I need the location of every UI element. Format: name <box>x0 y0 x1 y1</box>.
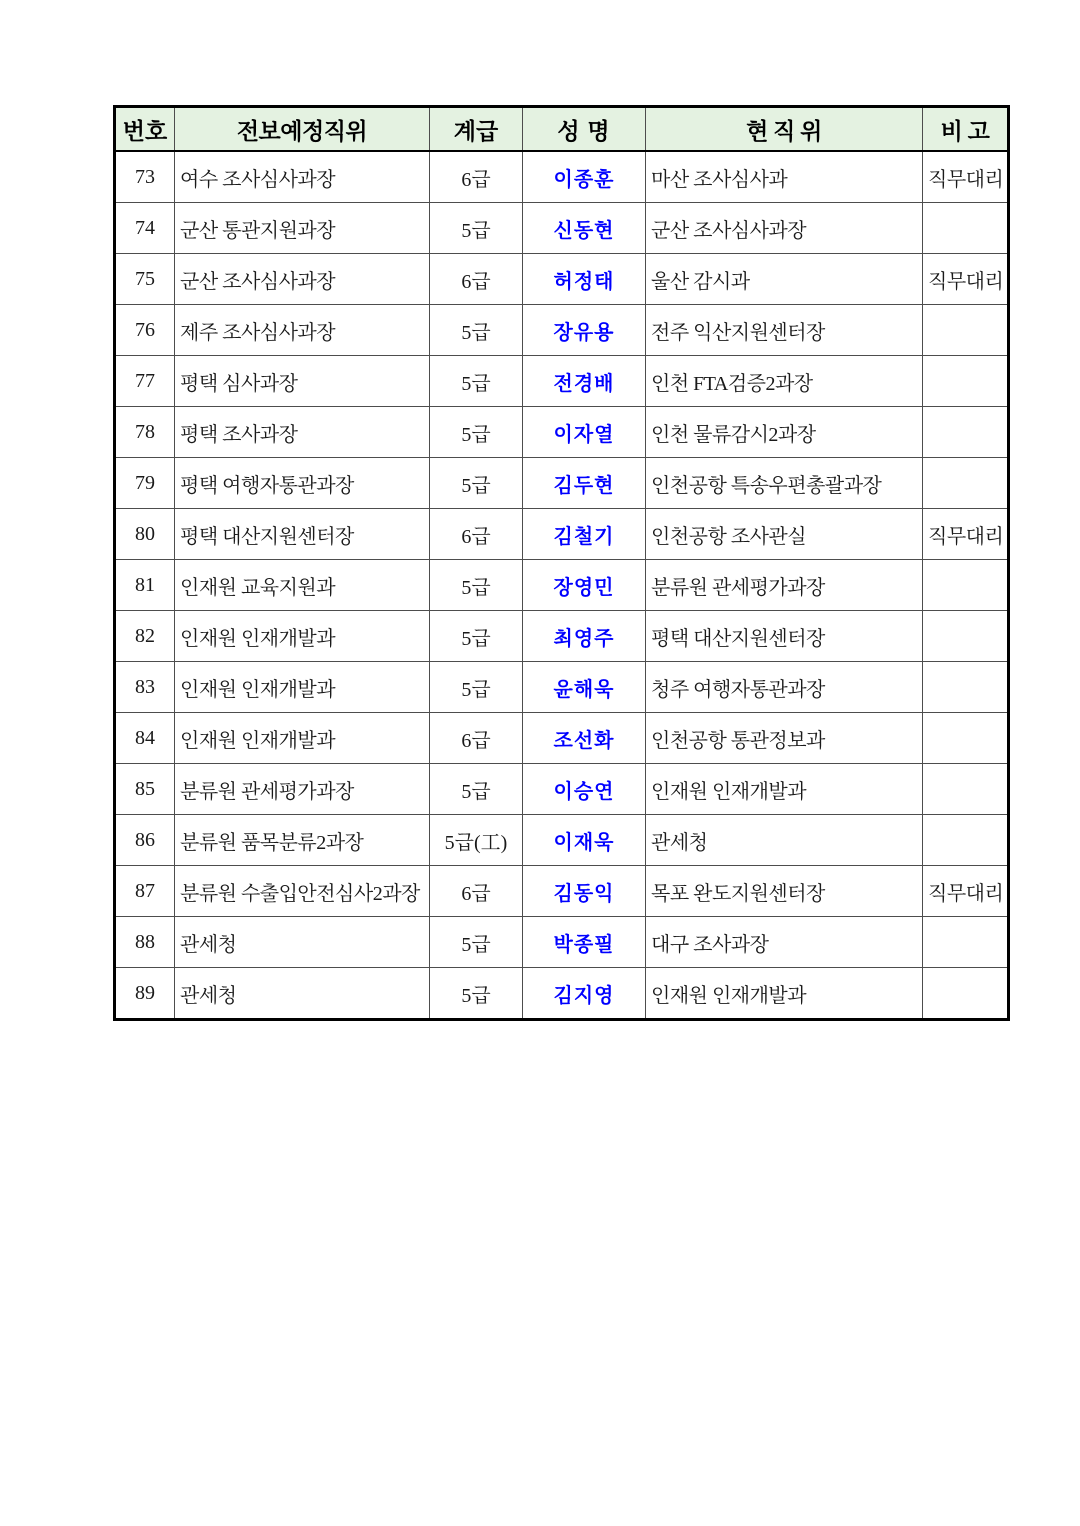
personnel-transfer-table <box>113 105 1010 1021</box>
row-number-cell: 76 <box>115 305 175 356</box>
current-position-cell: 인천공항 통관정보과 <box>646 713 923 764</box>
name-cell: 장영민 <box>523 560 646 611</box>
planned-position-cell: 인재원 교육지원과 <box>175 560 430 611</box>
rank-cell: 5급 <box>430 611 523 662</box>
name-cell: 장유용 <box>523 305 646 356</box>
name-cell: 이재욱 <box>523 815 646 866</box>
table-row <box>115 815 1009 866</box>
table-row <box>115 560 1009 611</box>
table-body <box>115 151 1009 1020</box>
table-row <box>115 764 1009 815</box>
rank-cell: 5급 <box>430 305 523 356</box>
planned-position-cell: 인재원 인재개발과 <box>175 713 430 764</box>
remark-cell: 직무대리 <box>923 509 1009 560</box>
remark-cell <box>923 968 1009 1020</box>
remark-cell <box>923 764 1009 815</box>
current-position-cell: 전주 익산지원센터장 <box>646 305 923 356</box>
current-position-cell: 인천공항 조사관실 <box>646 509 923 560</box>
rank-cell: 6급 <box>430 254 523 305</box>
table-row <box>115 203 1009 254</box>
remark-cell: 직무대리 <box>923 151 1009 203</box>
remark-cell <box>923 407 1009 458</box>
planned-position-cell: 인재원 인재개발과 <box>175 611 430 662</box>
planned-position-cell: 분류원 수출입안전심사2과장 <box>175 866 430 917</box>
table-row <box>115 713 1009 764</box>
planned-position-cell: 관세청 <box>175 968 430 1020</box>
planned-position-cell: 군산 조사심사과장 <box>175 254 430 305</box>
row-number-cell: 87 <box>115 866 175 917</box>
row-number-cell: 82 <box>115 611 175 662</box>
current-position-cell: 마산 조사심사과 <box>646 151 923 203</box>
row-number-cell: 86 <box>115 815 175 866</box>
name-cell: 이종훈 <box>523 151 646 203</box>
rank-cell: 5급 <box>430 203 523 254</box>
remark-cell <box>923 458 1009 509</box>
table-row <box>115 407 1009 458</box>
remark-cell <box>923 713 1009 764</box>
planned-position-cell: 제주 조사심사과장 <box>175 305 430 356</box>
rank-cell: 6급 <box>430 713 523 764</box>
name-cell: 조선화 <box>523 713 646 764</box>
remark-cell <box>923 611 1009 662</box>
name-cell: 박종필 <box>523 917 646 968</box>
remark-cell <box>923 203 1009 254</box>
planned-position-cell: 평택 여행자통관과장 <box>175 458 430 509</box>
name-cell: 이자열 <box>523 407 646 458</box>
name-cell: 김동익 <box>523 866 646 917</box>
table-row <box>115 917 1009 968</box>
rank-cell: 6급 <box>430 509 523 560</box>
rank-cell: 5급 <box>430 407 523 458</box>
current-position-cell: 군산 조사심사과장 <box>646 203 923 254</box>
name-cell: 김지영 <box>523 968 646 1020</box>
row-number-cell: 84 <box>115 713 175 764</box>
remark-cell <box>923 815 1009 866</box>
name-cell: 신동현 <box>523 203 646 254</box>
header-current-position: 현 직 위 <box>646 107 923 152</box>
table-row <box>115 611 1009 662</box>
header-name: 성 명 <box>523 107 646 152</box>
header-row <box>115 107 1009 152</box>
name-cell: 최영주 <box>523 611 646 662</box>
remark-cell <box>923 917 1009 968</box>
planned-position-cell: 평택 대산지원센터장 <box>175 509 430 560</box>
current-position-cell: 인천 FTA검증2과장 <box>646 356 923 407</box>
name-cell: 전경배 <box>523 356 646 407</box>
current-position-cell: 대구 조사과장 <box>646 917 923 968</box>
header-remark: 비 고 <box>923 107 1009 152</box>
planned-position-cell: 군산 통관지원과장 <box>175 203 430 254</box>
current-position-cell: 목포 완도지원센터장 <box>646 866 923 917</box>
table-row <box>115 151 1009 203</box>
table-row <box>115 458 1009 509</box>
current-position-cell: 인천 물류감시2과장 <box>646 407 923 458</box>
rank-cell: 5급 <box>430 917 523 968</box>
current-position-cell: 인천공항 특송우편총괄과장 <box>646 458 923 509</box>
row-number-cell: 73 <box>115 151 175 203</box>
rank-cell: 5급 <box>430 560 523 611</box>
table-row <box>115 356 1009 407</box>
row-number-cell: 83 <box>115 662 175 713</box>
row-number-cell: 78 <box>115 407 175 458</box>
planned-position-cell: 인재원 인재개발과 <box>175 662 430 713</box>
row-number-cell: 88 <box>115 917 175 968</box>
table-row <box>115 866 1009 917</box>
row-number-cell: 74 <box>115 203 175 254</box>
name-cell: 윤해욱 <box>523 662 646 713</box>
current-position-cell: 인재원 인재개발과 <box>646 968 923 1020</box>
row-number-cell: 77 <box>115 356 175 407</box>
current-position-cell: 인재원 인재개발과 <box>646 764 923 815</box>
table-row <box>115 662 1009 713</box>
rank-cell: 5급 <box>430 764 523 815</box>
remark-cell <box>923 356 1009 407</box>
rank-cell: 5급(工) <box>430 815 523 866</box>
header-number: 번호 <box>115 107 175 152</box>
row-number-cell: 79 <box>115 458 175 509</box>
row-number-cell: 89 <box>115 968 175 1020</box>
name-cell: 김철기 <box>523 509 646 560</box>
transfer-table-container <box>113 105 1010 1021</box>
current-position-cell: 관세청 <box>646 815 923 866</box>
header-planned-position: 전보예정직위 <box>175 107 430 152</box>
planned-position-cell: 평택 조사과장 <box>175 407 430 458</box>
rank-cell: 5급 <box>430 662 523 713</box>
remark-cell: 직무대리 <box>923 866 1009 917</box>
rank-cell: 5급 <box>430 968 523 1020</box>
planned-position-cell: 분류원 관세평가과장 <box>175 764 430 815</box>
planned-position-cell: 여수 조사심사과장 <box>175 151 430 203</box>
table-header <box>115 107 1009 152</box>
remark-cell: 직무대리 <box>923 254 1009 305</box>
rank-cell: 6급 <box>430 866 523 917</box>
table-row <box>115 305 1009 356</box>
name-cell: 허정태 <box>523 254 646 305</box>
row-number-cell: 75 <box>115 254 175 305</box>
name-cell: 이승연 <box>523 764 646 815</box>
current-position-cell: 청주 여행자통관과장 <box>646 662 923 713</box>
current-position-cell: 울산 감시과 <box>646 254 923 305</box>
current-position-cell: 분류원 관세평가과장 <box>646 560 923 611</box>
rank-cell: 5급 <box>430 356 523 407</box>
rank-cell: 6급 <box>430 151 523 203</box>
current-position-cell: 평택 대산지원센터장 <box>646 611 923 662</box>
planned-position-cell: 관세청 <box>175 917 430 968</box>
table-row <box>115 968 1009 1020</box>
rank-cell: 5급 <box>430 458 523 509</box>
header-rank: 계급 <box>430 107 523 152</box>
row-number-cell: 80 <box>115 509 175 560</box>
remark-cell <box>923 305 1009 356</box>
row-number-cell: 85 <box>115 764 175 815</box>
remark-cell <box>923 662 1009 713</box>
planned-position-cell: 평택 심사과장 <box>175 356 430 407</box>
name-cell: 김두현 <box>523 458 646 509</box>
row-number-cell: 81 <box>115 560 175 611</box>
planned-position-cell: 분류원 품목분류2과장 <box>175 815 430 866</box>
table-row <box>115 509 1009 560</box>
remark-cell <box>923 560 1009 611</box>
table-row <box>115 254 1009 305</box>
